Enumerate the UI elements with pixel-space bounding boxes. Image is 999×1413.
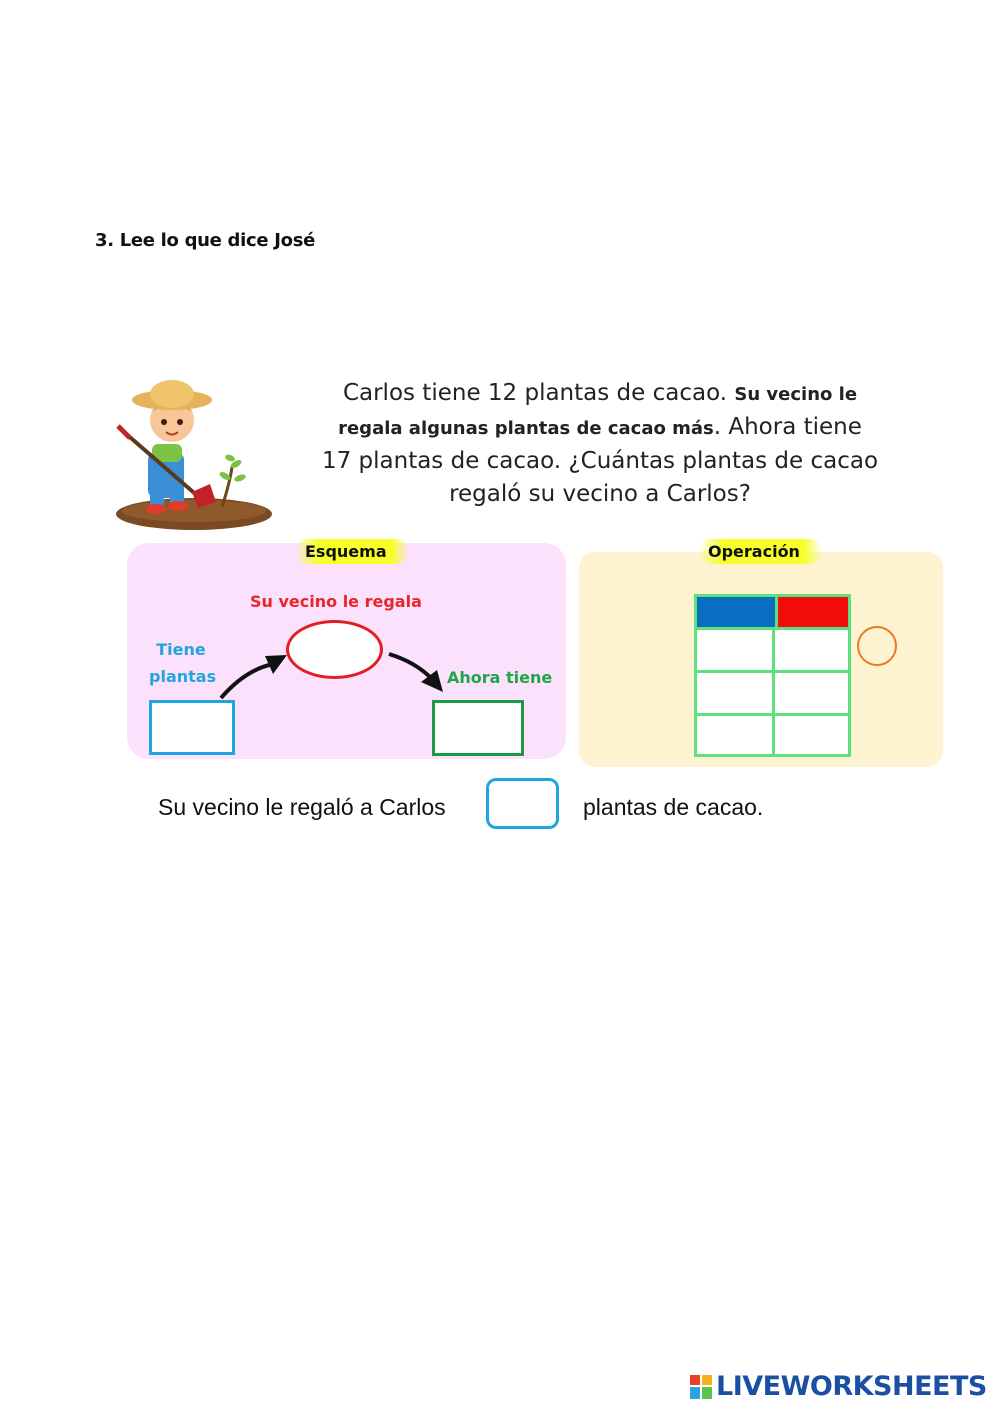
liveworksheets-logo-icon — [690, 1375, 714, 1401]
farmer-boy-illustration — [112, 372, 277, 532]
units-header-cell — [775, 597, 848, 627]
grid-cell-r2-c2[interactable] — [775, 670, 848, 713]
esquema-title: Esquema — [295, 539, 409, 564]
operation-grid — [694, 594, 851, 757]
now-has-label: Ahora tiene — [447, 668, 553, 687]
grid-cell-r3-c2[interactable] — [775, 713, 848, 754]
grid-cell-r3-c1[interactable] — [697, 713, 775, 754]
problem-text-2: . Ahora tiene 17 plantas de cacao. ¿Cuántas plantas de cacao regaló su vecino a Carlos? — [321, 414, 879, 507]
has-plants-label: Tiene plantas — [149, 640, 217, 686]
end-value-input[interactable] — [432, 700, 524, 756]
problem-text-1: Carlos tiene 12 plantas de cacao. — [342, 380, 735, 406]
liveworksheets-logo-text: LIVEWORKSHEETS — [716, 1371, 987, 1402]
tens-header-cell — [697, 597, 775, 627]
operacion-title: Operación — [698, 539, 822, 564]
problem-text-bold: Su vecino le regala algunas plantas de cacao más — [338, 384, 858, 439]
problem-statement — [320, 377, 880, 511]
answer-suffix: plantas de cacao. — [583, 794, 764, 820]
exercise-heading: 3. Lee lo que dice José — [95, 230, 316, 251]
grid-cell-r1-c2[interactable] — [775, 627, 848, 670]
answer-prefix: Su vecino le regaló a Carlos — [158, 794, 446, 820]
operator-sign-input[interactable] — [857, 626, 897, 666]
answer-input[interactable] — [486, 778, 559, 829]
grid-cell-r2-c1[interactable] — [697, 670, 775, 713]
gift-value-input[interactable] — [286, 620, 383, 679]
grid-cell-r1-c1[interactable] — [697, 627, 775, 670]
start-value-input[interactable] — [149, 700, 235, 755]
arrow-to-oval — [221, 664, 273, 698]
arrow-to-result — [389, 654, 431, 678]
neighbor-gives-label: Su vecino le regala — [250, 592, 422, 611]
